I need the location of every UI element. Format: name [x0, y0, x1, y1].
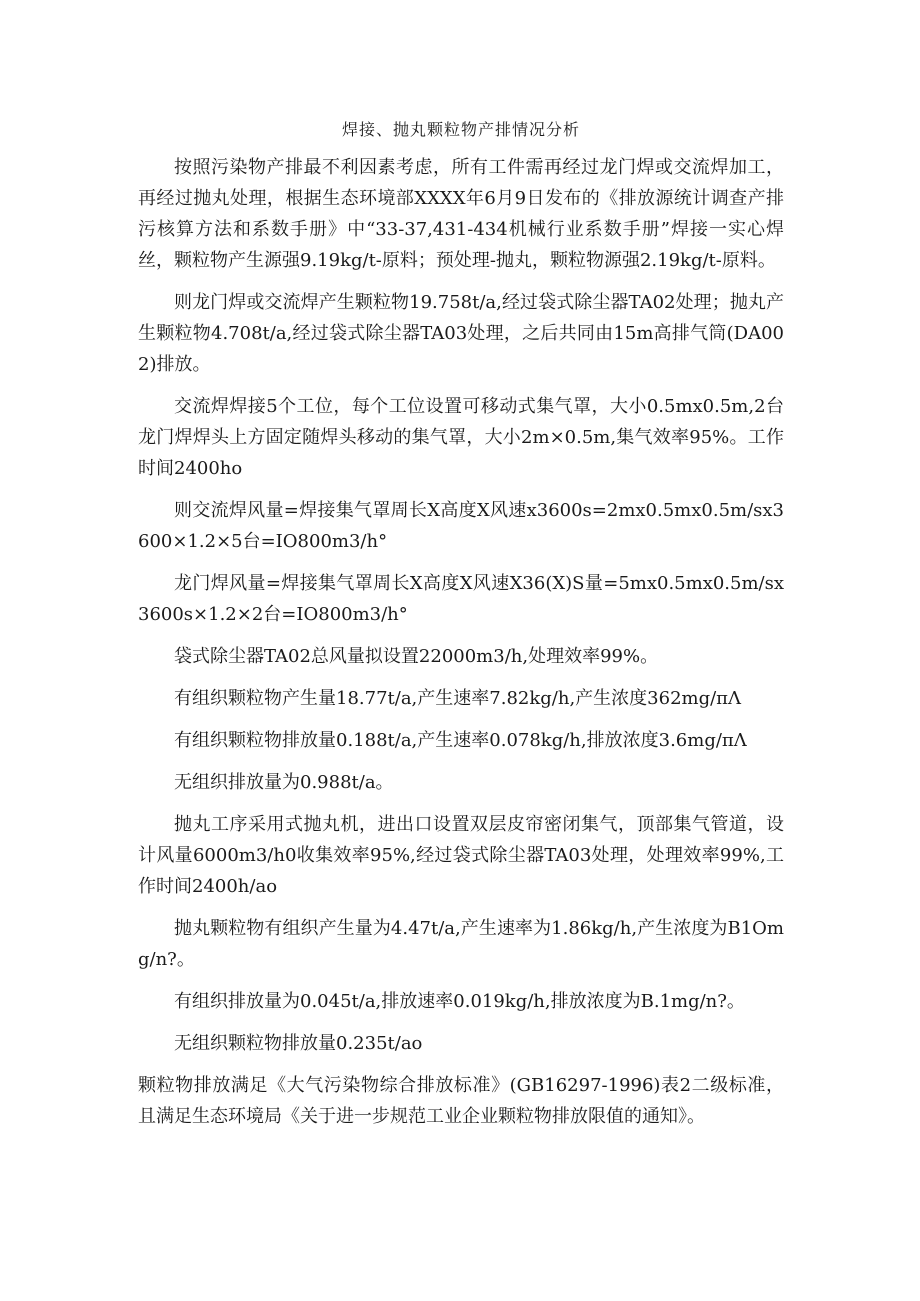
paragraph-organized-generation: 有组织颗粒物产生量18.77t/a,产生速率7.82kg/h,产生浓度362mg/πΛ: [174, 688, 742, 709]
paragraph-workstations: 交流焊焊接5个工位，每个工位设置可移动式集气罩，大小0.5mx0.5m,2台龙门焊焊头上方固定随焊头移动的集气罩，大小2m×0.5m,集气效率95%。工作时间2400ho: [138, 396, 784, 479]
paragraph-gantry-welding-airflow: 龙门焊风量=焊接集气罩周长X高度X风速X36(X)S量=5mx0.5mx0.5m/sx3600s×1.2×2台=IO800m3/h°: [138, 573, 784, 625]
paragraph-compliance: 颗粒物排放满足《大气污染物综合排放标准》(GB16297-1996)表2二级标准，且满足生态环境局《关于进一步规范工业企业颗粒物排放限值的通知》。: [138, 1075, 784, 1127]
paragraph-ac-welding-airflow: 则交流焊风量=焊接集气罩周长X高度X风速x3600s=2mx0.5mx0.5m/sx3600×1.2×5台=IO800m3/h°: [138, 500, 784, 552]
paragraph-fugitive-emission: 无组织排放量为0.988t/a。: [174, 772, 394, 793]
paragraph-shotblast-fugitive: 无组织颗粒物排放量0.235t/ao: [174, 1033, 423, 1054]
paragraph-welding-shotblast-output: 则龙门焊或交流焊产生颗粒物19.758t/a,经过袋式除尘器TA02处理；抛丸产生颗粒物4.708t/a,经过袋式除尘器TA03处理，之后共同由15m高排气筒(DA002)排放。: [138, 292, 784, 375]
paragraph-shotblast-generation: 抛丸颗粒物有组织产生量为4.47t/a,产生速率为1.86kg/h,产生浓度为B1Omg/n?。: [138, 918, 784, 970]
paragraph-organized-emission: 有组织颗粒物排放量0.188t/a,产生速率0.078kg/h,排放浓度3.6mg/πΛ: [174, 730, 747, 751]
paragraph-shotblast-emission: 有组织排放量为0.045t/a,排放速率0.019kg/h,排放浓度为B.1mg/n?。: [174, 991, 745, 1012]
paragraph-bag-filter-ta02: 袋式除尘器TA02总风量拟设置22000m3/h,处理效率99%。: [174, 646, 659, 667]
paragraph-shotblast-process: 抛丸工序采用式抛丸机，进出口设置双层皮帘密闭集气，顶部集气管道，设计风量6000m3/h0收集效率95%,经过袋式除尘器TA03处理，处理效率99%,工作时间2400h/ao: [138, 814, 784, 897]
paragraph-pollutant-sources: 按照污染物产排最不利因素考虑，所有工件需再经过龙门焊或交流焊加工，再经过抛丸处理，根据生态环境部XXXX年6月9日发布的《排放源统计调查产排污核算方法和系数手册》中“33-37,431-434机械行业系数手册”焊接一实心焊丝，颗粒物产生源强9.19kg/t-原料；预处理-抛丸，颗粒物源强2.19kg/t-原料。: [138, 157, 784, 271]
document-title: 焊接、抛丸颗粒物产排情况分析: [341, 120, 580, 139]
